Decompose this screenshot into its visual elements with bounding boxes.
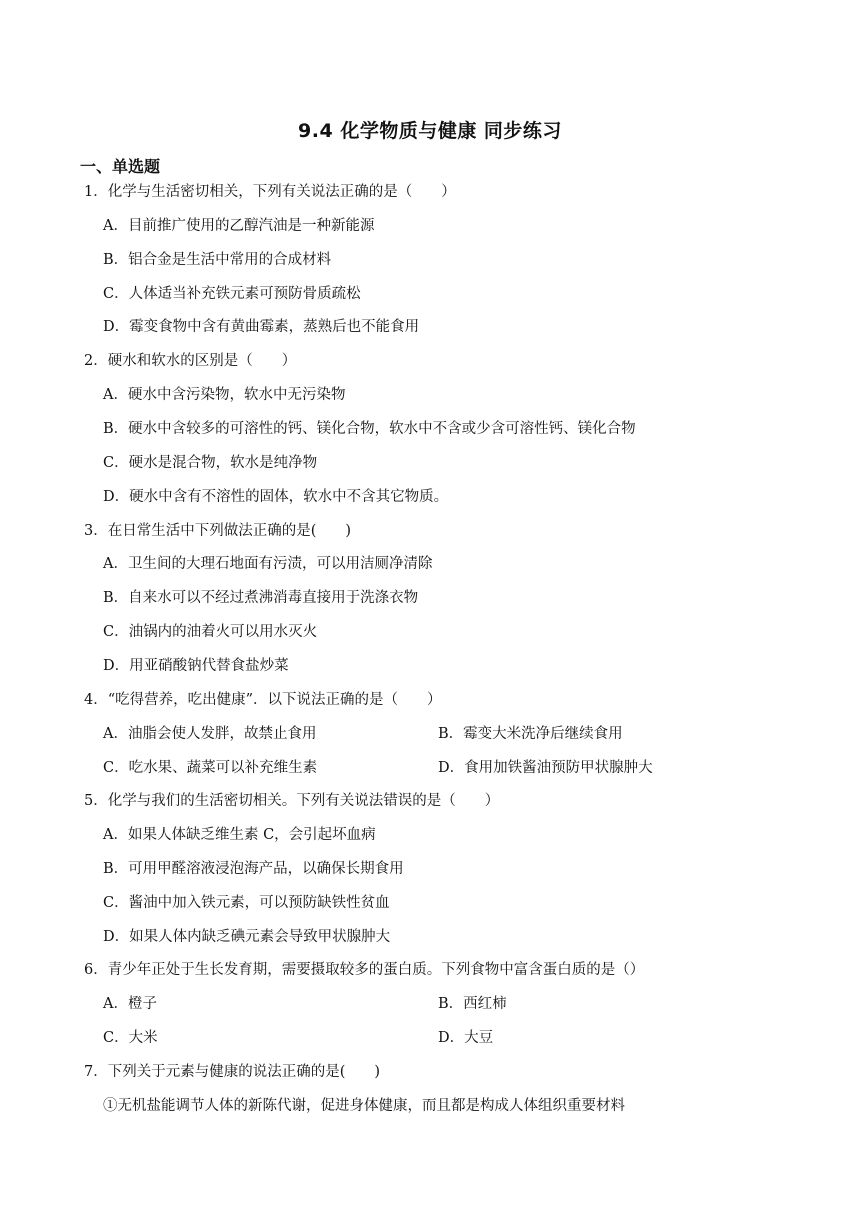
question-2-stem: 2．硬水和软水的区别是（ ）	[84, 353, 297, 369]
question-2-option-d[interactable]: D．硬水中含有不溶性的固体，软水中不含其它物质。	[103, 489, 449, 505]
section-heading: 一、单选题	[80, 157, 161, 176]
question-5-option-c[interactable]: C．酱油中加入铁元素，可以预防缺铁性贫血	[103, 895, 390, 911]
page-title: 9.4 化学物质与健康 同步练习	[298, 120, 562, 142]
question-6-option-d[interactable]: D．大豆	[438, 1030, 494, 1046]
question-3-option-b[interactable]: B．自来水可以不经过煮沸消毒直接用于洗涤衣物	[103, 590, 419, 606]
question-6-option-a[interactable]: A．橙子	[103, 996, 157, 1012]
question-4-stem: 4．“吃得营养，吃出健康”．以下说法正确的是（ ）	[84, 692, 442, 708]
question-5-option-b[interactable]: B．可用甲醛溶液浸泡海产品，以确保长期食用	[103, 861, 404, 877]
question-6-option-c[interactable]: C．大米	[103, 1030, 158, 1046]
question-5-stem: 5．化学与我们的生活密切相关。下列有关说法错误的是（ ）	[84, 793, 500, 809]
question-1-stem: 1．化学与生活密切相关，下列有关说法正确的是（ ）	[84, 184, 456, 200]
question-3-stem: 3．在日常生活中下列做法正确的是( )	[84, 523, 352, 539]
question-2-option-c[interactable]: C．硬水是混合物，软水是纯净物	[103, 455, 318, 471]
question-1-option-b[interactable]: B．铝合金是生活中常用的合成材料	[103, 252, 332, 268]
question-5-option-a[interactable]: A．如果人体缺乏维生素 C，会引起坏血病	[103, 827, 376, 843]
question-3-option-d[interactable]: D．用亚硝酸钠代替食盐炒菜	[103, 658, 289, 674]
question-1-option-a[interactable]: A．目前推广使用的乙醇汽油是一种新能源	[103, 218, 375, 234]
question-1-option-d[interactable]: D．霉变食物中含有黄曲霉素，蒸熟后也不能食用	[103, 319, 420, 335]
question-4-option-a[interactable]: A．油脂会使人发胖，故禁止食用	[103, 726, 317, 742]
question-2-option-b[interactable]: B．硬水中含较多的可溶性的钙、镁化合物，软水中不含或少含可溶性钙、镁化合物	[103, 421, 636, 437]
question-2-option-a[interactable]: A．硬水中含污染物，软水中无污染物	[103, 387, 346, 403]
question-6-option-b[interactable]: B．西红柿	[438, 996, 507, 1012]
question-3-option-a[interactable]: A．卫生间的大理石地面有污渍，可以用洁厕净清除	[103, 556, 433, 572]
question-6-stem: 6．青少年正处于生长发育期，需要摄取较多的蛋白质。下列食物中富含蛋白质的是（）	[84, 962, 645, 978]
question-5-option-d[interactable]: D．如果人体内缺乏碘元素会导致甲状腺肿大	[103, 929, 391, 945]
question-4-option-b[interactable]: B．霉变大米洗净后继续食用	[438, 726, 623, 742]
question-3-option-c[interactable]: C．油锅内的油着火可以用水灭火	[103, 624, 318, 640]
question-1-option-c[interactable]: C．人体适当补充铁元素可预防骨质疏松	[103, 286, 361, 302]
question-7-stem: 7．下列关于元素与健康的说法正确的是( )	[84, 1064, 381, 1080]
question-4-option-d[interactable]: D．食用加铁酱油预防甲状腺肿大	[438, 760, 653, 776]
question-4-option-c[interactable]: C．吃水果、蔬菜可以补充维生素	[103, 760, 318, 776]
question-7-item-1: ①无机盐能调节人体的新陈代谢，促进身体健康，而且都是构成人体组织重要材料	[103, 1098, 625, 1114]
